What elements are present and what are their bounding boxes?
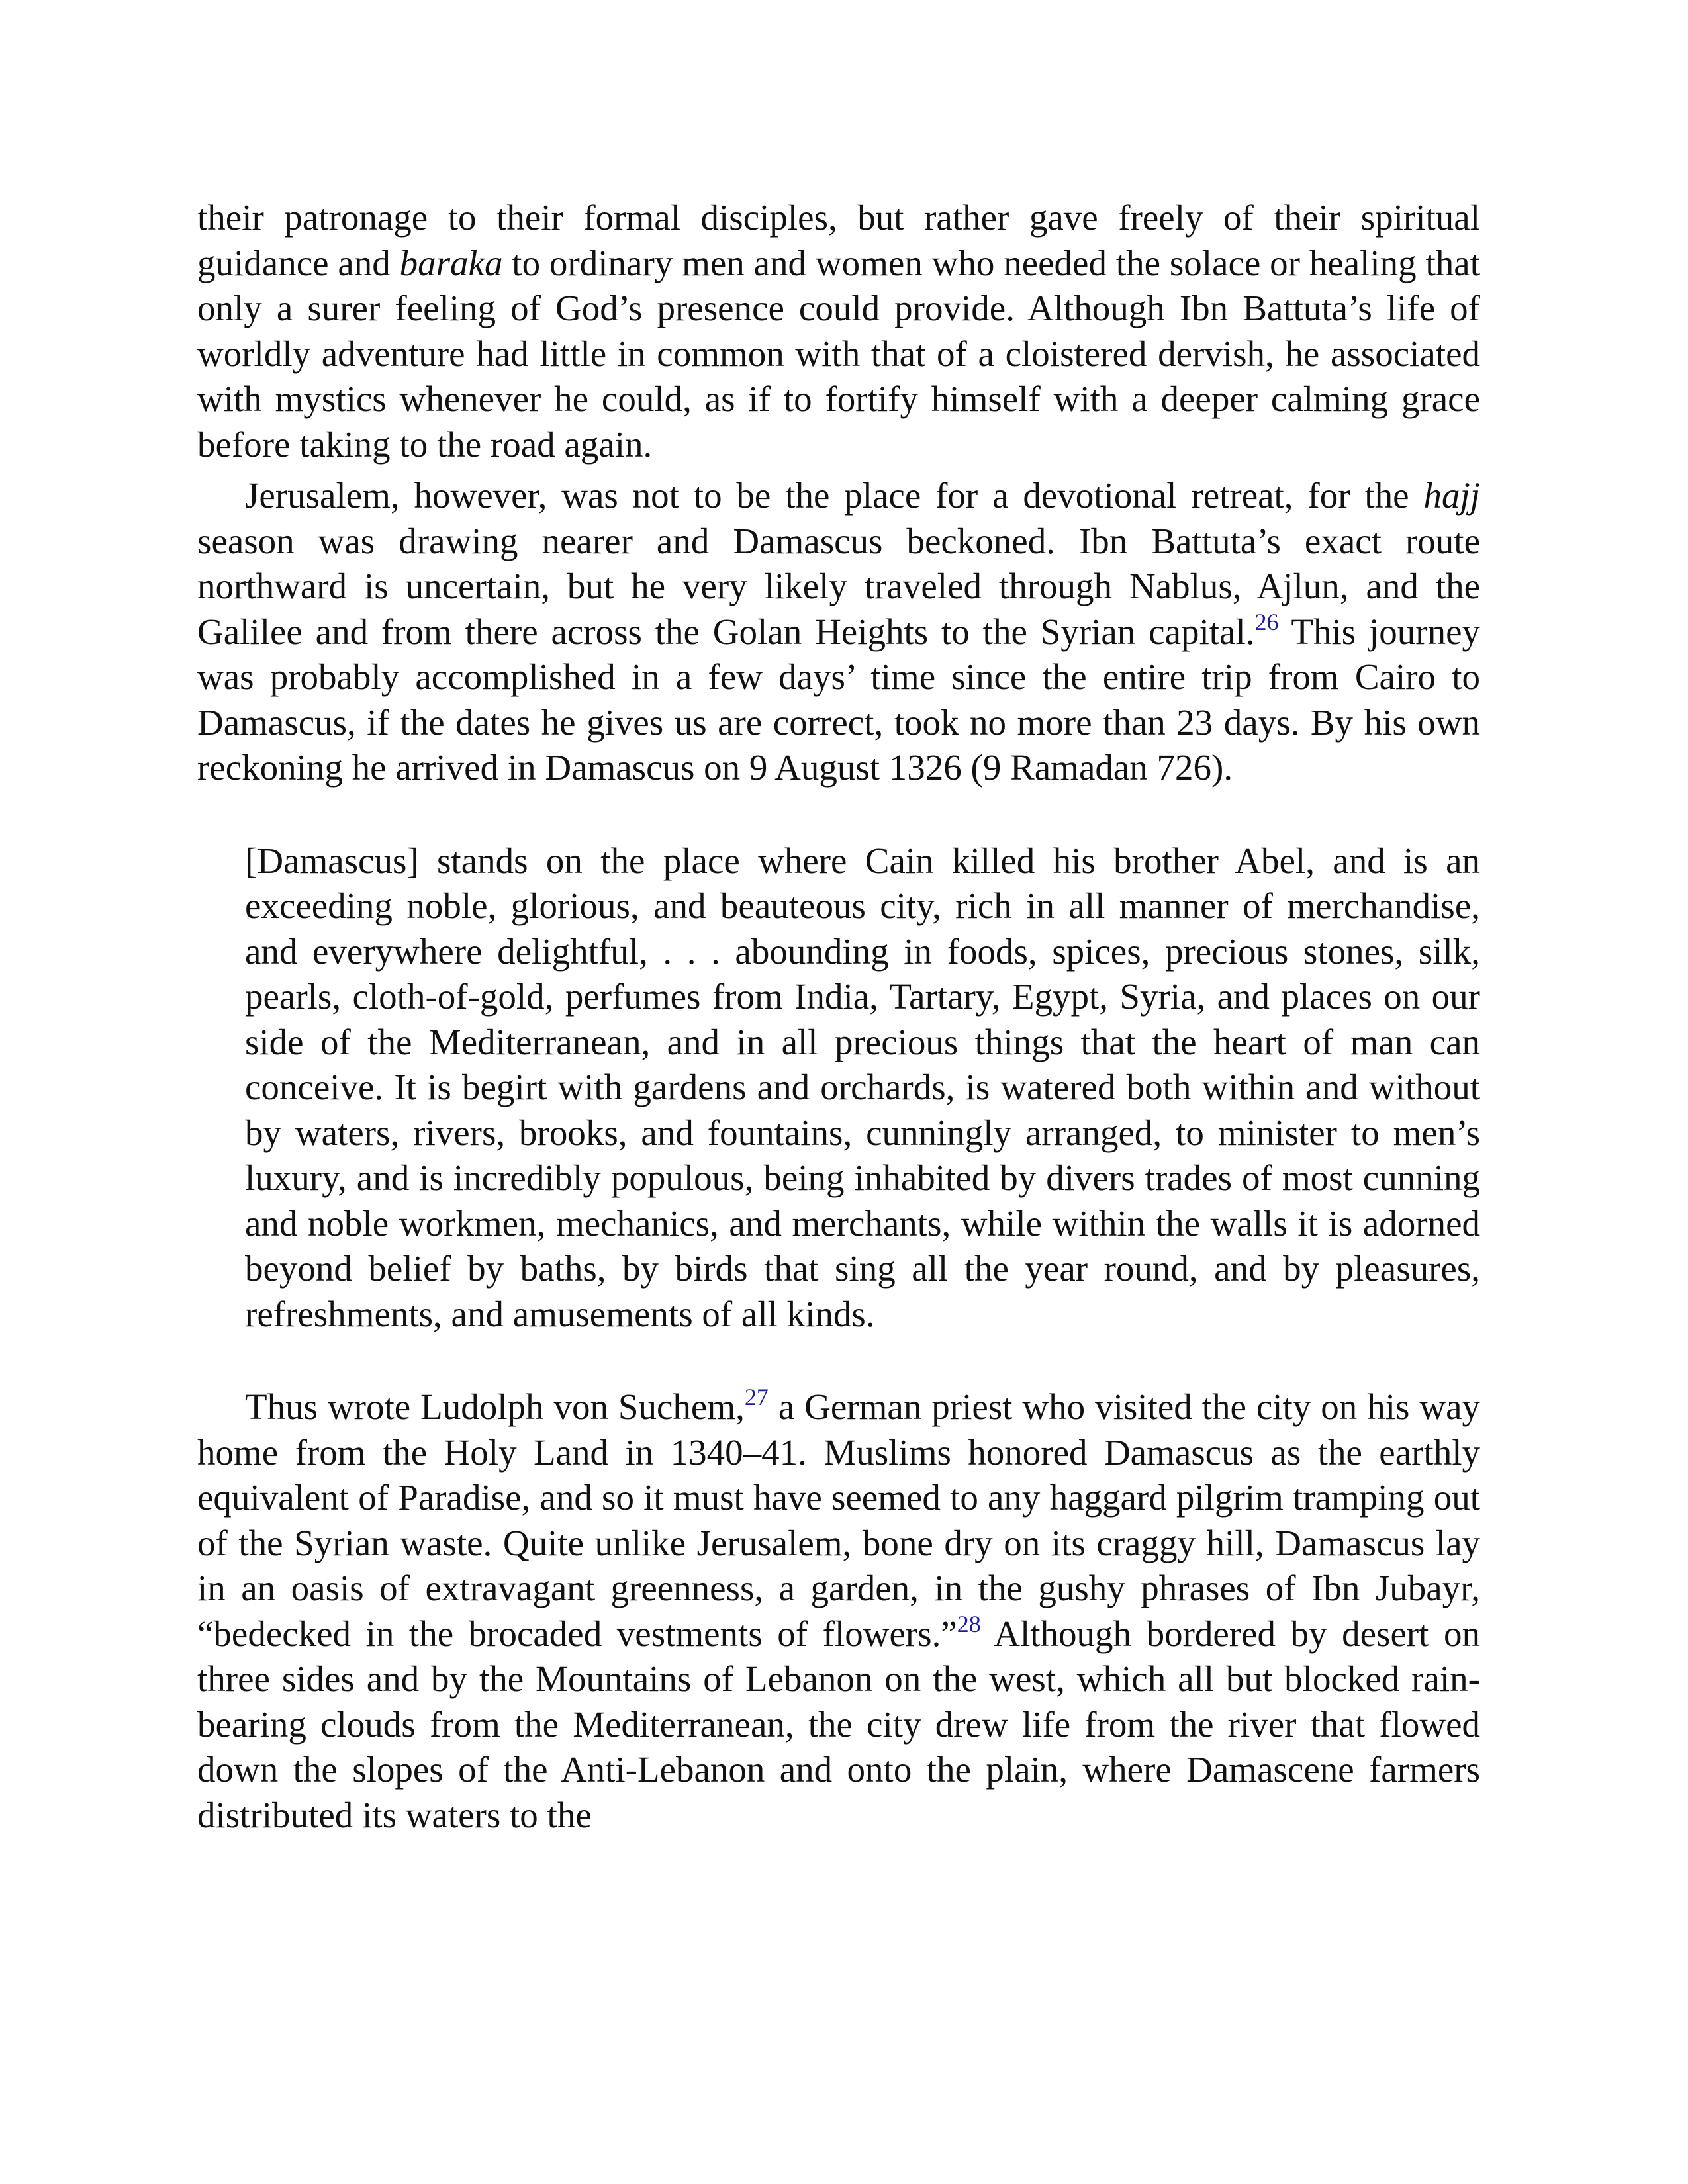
footnote-link-28[interactable]: 28 (957, 1610, 981, 1637)
paragraph-ludolph (197, 1385, 1480, 1838)
block-quote: [Damascus] stands on the place where Cain killed his brother Abel, and is an exceeding noble, glorious, and beauteous city, rich in all manner of merchandise, and everywhere delightful, . . . abounding in foods, spices, precious stones, silk, pearls, cloth-of-gold, perfumes from India, Tartary, Egypt, Syria, and places on our side of the Mediterranean, and in all precious things that the heart of man can conceive. It is begirt with gardens and orchards, is watered both within and without by waters, rivers, brooks, and fountains, cunningly arranged, to minister to men’s luxury, and is incredibly populous, being inhabited by divers trades of most cunning and noble workmen, mechanics, and merchants, while within the walls it is adorned beyond belief by baths, by birds that sing all the year round, and by pleasures, refreshments, and amusements of all kinds. (245, 840, 1480, 1334)
paragraph-text: Jerusalem, however, was not to be the place for a devotional retreat, for the (245, 475, 1424, 516)
paragraph-text: to ordinary men and women who needed the solace or healing that only a surer feeling of God’s presence could provide. Although Ibn Battuta’s life of worldly adventure had little in common with that of a cloistered dervish, he associated with mystics whenever he could, as if to fortify himself with a deeper calming grace before taking to the road again. (197, 242, 1480, 465)
italic-term-baraka: baraka (399, 242, 503, 283)
footnote-link-26[interactable]: 26 (1254, 608, 1279, 635)
book-page (197, 195, 1480, 1838)
paragraph-continuation (197, 195, 1480, 467)
paragraph-text: a German priest who visited the city on his way home from the Holy Land in 1340–41. Muslims honored Damascus as the earthly equivalent of Paradise, and so it must have seemed to any haggard pilgrim tramping out of the Syrian waste. Quite unlike Jerusalem, bone dry on its craggy hill, Damascus lay in an oasis of extravagant greenness, a garden, in the gushy phrases of Ibn Jubayr, “bedecked in the brocaded vestments of flowers.” (197, 1387, 1480, 1654)
paragraph-jerusalem (197, 473, 1480, 791)
italic-term-hajj: hajj (1423, 475, 1480, 516)
paragraph-text: season was drawing nearer and Damascus beckoned. Ibn Battuta’s exact route northward is uncertain, but he very likely traveled through Nablus, Ajlun, and the Galilee and from there across the Golan Heights to the Syrian capital. (197, 520, 1480, 652)
paragraph-text: Thus wrote Ludolph von Suchem, (245, 1387, 745, 1427)
paragraph-text: This journey was probably accomplished in a few days’ time since the entire trip from Cairo to Damascus, if the dates he gives us are correct, took no more than 23 days. By his own reckoning he arrived in Damascus on 9 August 1326 (9 Ramadan 726). (197, 611, 1480, 788)
footnote-link-27[interactable]: 27 (744, 1384, 769, 1410)
paragraph-text: their patronage to their formal disciples, but rather gave freely of their spiritual guidance and (197, 197, 1480, 283)
paragraph-text: Although bordered by desert on three sides and by the Mountains of Lebanon on the west, which all but blocked rain-bearing clouds from the Mediterranean, the city drew life from the river that flowed down the slopes of the Anti-Lebanon and onto the plain, where Damascene farmers distributed its waters to the (197, 1613, 1480, 1835)
